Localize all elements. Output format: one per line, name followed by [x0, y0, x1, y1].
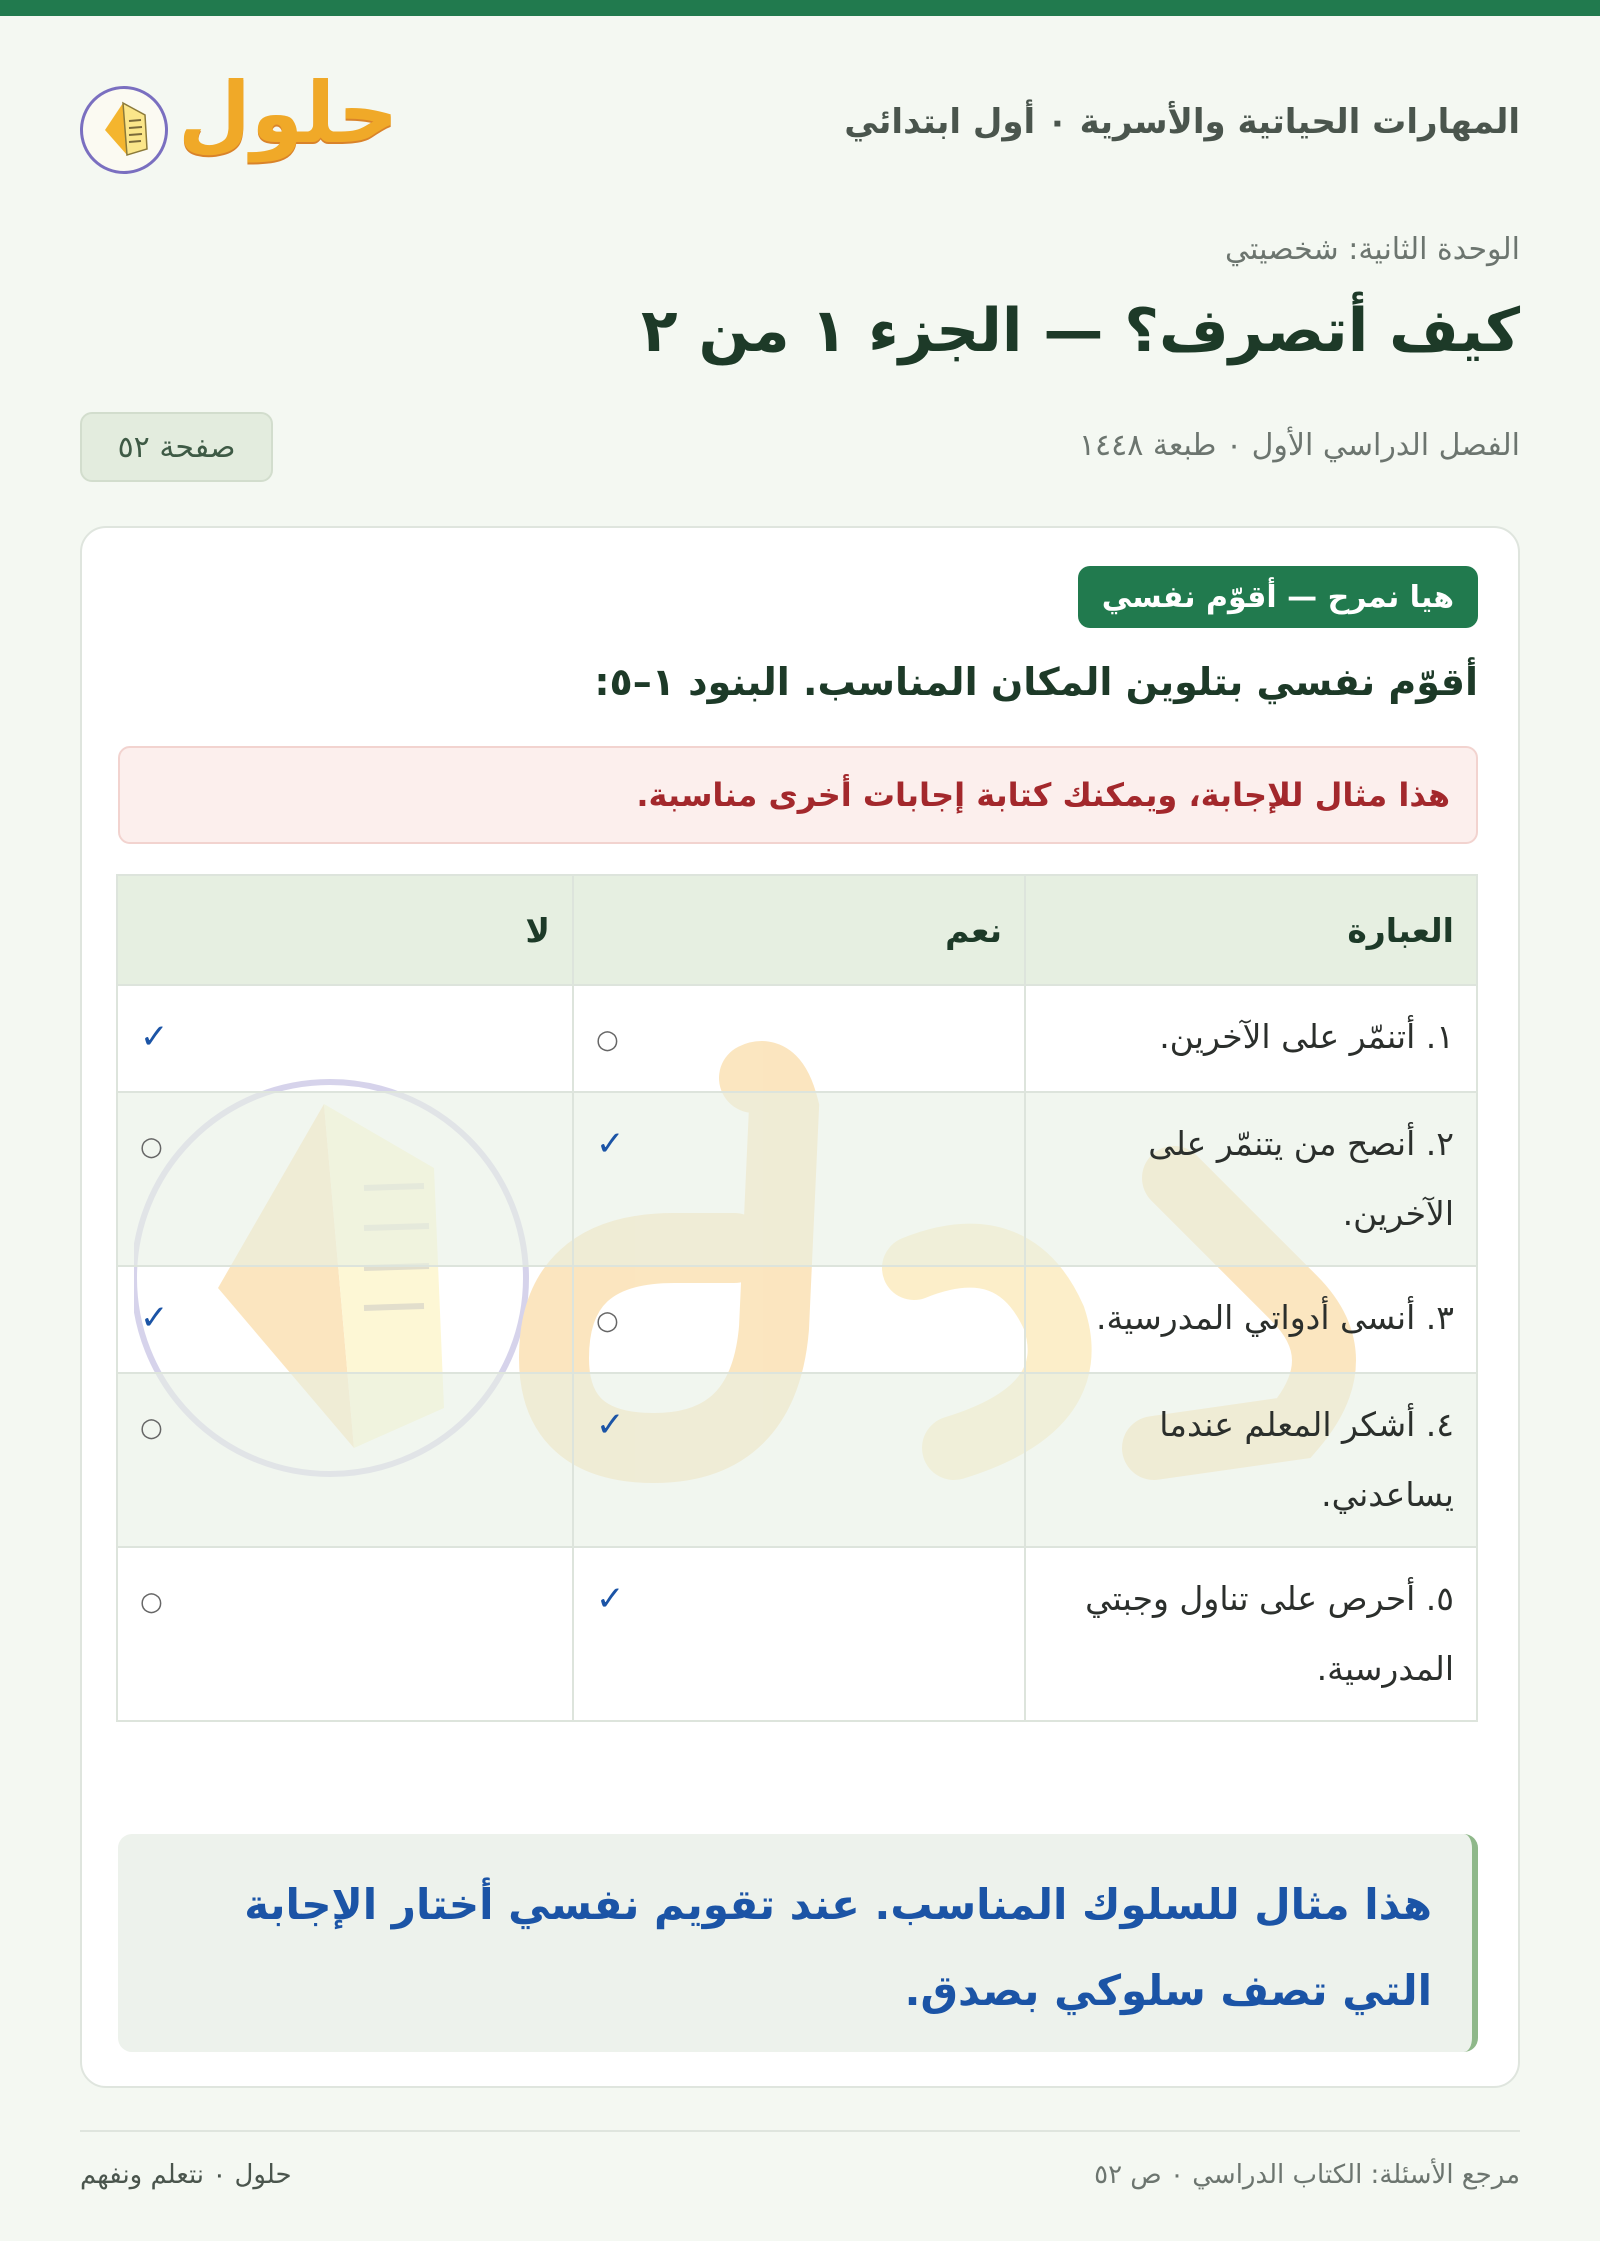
- no-cell[interactable]: [117, 1266, 573, 1373]
- logo[interactable]: [80, 64, 399, 180]
- table-row: [117, 985, 1477, 1092]
- footer-divider: [80, 2130, 1520, 2132]
- example-note: هذا مثال للإجابة، ويمكنك كتابة إجابات أخرى مناسبة.: [118, 746, 1478, 844]
- page-title: كيف أتصرف؟ — الجزء ١ من ٢: [641, 296, 1520, 366]
- yes-cell[interactable]: [573, 1547, 1025, 1721]
- statement-cell: ٥. أحرص على تناول وجبتي المدرسية.: [1025, 1547, 1477, 1721]
- yes-cell[interactable]: [573, 1373, 1025, 1547]
- check-mark-icon: ✓: [140, 1298, 169, 1338]
- empty-circle-icon: ○: [596, 1306, 619, 1336]
- table-header-row: [117, 875, 1477, 985]
- unit-line: الوحدة الثانية: شخصيتي: [1225, 232, 1520, 267]
- empty-circle-icon: ○: [596, 1025, 619, 1055]
- summary-callout: هذا مثال للسلوك المناسب. عند تقويم نفسي أختار الإجابة التي تصف سلوكي بصدق.: [118, 1834, 1478, 2052]
- table-row: [117, 1373, 1477, 1547]
- instruction-text: أقوّم نفسي بتلوين المكان المناسب. البنود ١–٥:: [594, 660, 1478, 704]
- no-cell[interactable]: [117, 1547, 573, 1721]
- table-row: [117, 1266, 1477, 1373]
- empty-circle-icon: ○: [140, 1413, 163, 1443]
- empty-circle-icon: ○: [140, 1132, 163, 1162]
- check-mark-icon: ✓: [140, 1017, 169, 1057]
- yes-cell[interactable]: [573, 1266, 1025, 1373]
- self-assessment-table: [116, 874, 1478, 1722]
- book-seal-icon: [80, 86, 168, 174]
- statement-cell: ٤. أشكر المعلم عندما يساعدني.: [1025, 1373, 1477, 1547]
- yes-cell[interactable]: [573, 1092, 1025, 1266]
- no-cell[interactable]: [117, 1373, 573, 1547]
- no-cell[interactable]: [117, 985, 573, 1092]
- footer-reference: مرجع الأسئلة: الكتاب الدراسي ٠ ص ٥٢: [1094, 2160, 1520, 2190]
- statement-cell: ٢. أنصح من يتنمّر على الآخرين.: [1025, 1092, 1477, 1266]
- semester-edition: الفصل الدراسي الأول ٠ طبعة ١٤٤٨: [1078, 428, 1520, 463]
- table-row: [117, 1547, 1477, 1721]
- table-row: [117, 1092, 1477, 1266]
- page-number-badge: صفحة ٥٢: [80, 412, 273, 482]
- exercise-card: [80, 526, 1520, 2088]
- statement-cell: ٣. أنسى أدواتي المدرسية.: [1025, 1266, 1477, 1373]
- page-header: [80, 64, 1520, 180]
- course-title: المهارات الحياتية والأسرية ٠ أول ابتدائي: [844, 102, 1520, 142]
- logo-wordmark: حلول: [178, 64, 399, 162]
- column-header-no: لا: [117, 875, 573, 985]
- check-mark-icon: ✓: [596, 1124, 625, 1164]
- footer-brand: حلول ٠ نتعلم ونفهم: [80, 2160, 292, 2190]
- column-header-statement: العبارة: [1025, 875, 1477, 985]
- statement-cell: ١. أتنمّر على الآخرين.: [1025, 985, 1477, 1092]
- check-mark-icon: ✓: [596, 1579, 625, 1619]
- no-cell[interactable]: [117, 1092, 573, 1266]
- activity-tag: هيا نمرح — أقوّم نفسي: [1078, 566, 1478, 628]
- column-header-yes: نعم: [573, 875, 1025, 985]
- empty-circle-icon: ○: [140, 1587, 163, 1617]
- top-accent-bar: [0, 0, 1600, 16]
- yes-cell[interactable]: [573, 985, 1025, 1092]
- check-mark-icon: ✓: [596, 1405, 625, 1445]
